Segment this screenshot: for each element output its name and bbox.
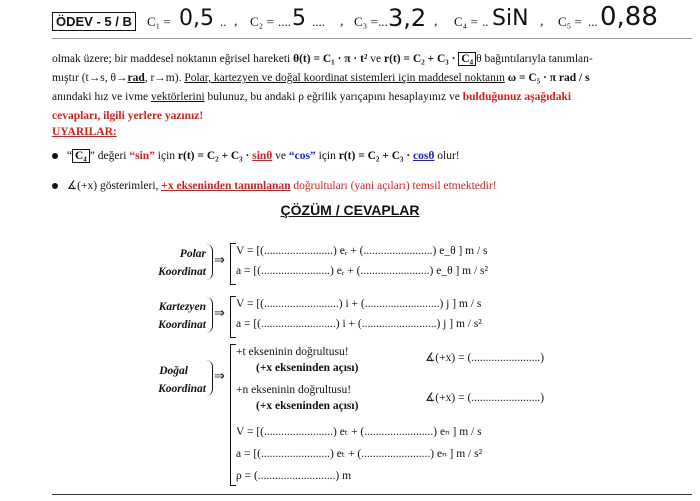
- dogal-acceleration[interactable]: a = [(........................) eₜ + (........................) eₙ ] m / s²: [236, 448, 483, 460]
- c5-label: C₅ =: [558, 14, 582, 29]
- sep-4: ,: [540, 14, 544, 29]
- polar-arrow: ⇒: [214, 252, 225, 267]
- dogal-bracket: [230, 344, 236, 486]
- polar-velocity[interactable]: V = [(........................) eᵣ + (........................) e_θ ] m / s: [236, 245, 488, 257]
- c5-dots: ...: [588, 14, 598, 29]
- curvature-radius[interactable]: ρ = (...........................) m: [236, 470, 352, 482]
- c2-dots: ....: [278, 14, 291, 29]
- kartezyen-velocity[interactable]: V = [(..........................) i + (..........................) j ] m / s: [236, 298, 482, 310]
- header-row: [52, 2, 692, 38]
- c3-dots: ...: [378, 14, 388, 29]
- dogal-label: Doğal Koordinat: [158, 365, 206, 395]
- n-axis-angle: (+x ekseninden açısı): [256, 400, 359, 412]
- polar-acceleration[interactable]: a = [(........................) eᵣ + (........................) e_θ ] m / s²: [236, 265, 488, 277]
- warnings-title: UYARILAR:: [52, 126, 117, 138]
- n-axis-angle-field[interactable]: ∡(+x) = (........................): [425, 392, 545, 404]
- c2-dots-after: ....: [312, 14, 325, 29]
- sep-1: ,: [234, 14, 238, 29]
- paragraph-line-4: cevapları, ilgili yerlere yazınız!: [52, 110, 204, 122]
- paragraph-line-2: mıştır (t→s, θ→rad, r→m). Polar, kartezyen ve doğal koordinat sistemleri için maddesel noktanın ω = C₅ · π rad / s: [52, 72, 590, 84]
- c1-value[interactable]: 0,5: [179, 6, 214, 31]
- bullet-icon: [52, 183, 58, 189]
- c2-label: C₂ =: [250, 14, 274, 29]
- assignment-label: ÖDEV - 5 / B: [52, 12, 136, 31]
- t-axis-angle: (+x ekseninden açısı): [256, 362, 359, 374]
- t-axis-angle-field[interactable]: ∡(+x) = (........................): [425, 352, 545, 364]
- n-axis-direction: +n ekseninin doğrultusu!: [236, 384, 352, 396]
- c4-value[interactable]: SiN: [492, 6, 529, 31]
- dogal-arrow: ⇒: [214, 368, 225, 383]
- c4-box: C₄: [458, 52, 476, 66]
- c3-value[interactable]: 3,2: [388, 4, 427, 32]
- c4-dots: ..: [482, 14, 489, 29]
- bottom-rule: [52, 494, 692, 495]
- kartezyen-brace: [206, 297, 213, 333]
- c5-value[interactable]: 0,88: [600, 2, 658, 32]
- c3-label: C₃ =: [354, 14, 378, 29]
- solution-title: ÇÖZÜM / CEVAPLAR: [280, 202, 420, 218]
- sep-2: ,: [340, 14, 344, 29]
- dogal-velocity[interactable]: V = [(........................) eₜ + (........................) eₙ ] m / s: [236, 426, 482, 438]
- c1-label: C₁ =: [147, 14, 171, 29]
- sep-3: ,: [434, 14, 438, 29]
- paragraph-line-1: olmak üzere; bir maddesel noktanın eğrisel hareketi θ(t) = C₁ · π · t² ve r(t) = C₂ + C₃ · C₄ θ bağıntılarıyla tanımlan-: [52, 53, 593, 65]
- paragraph-line-3: anındaki hız ve ivme vektörlerini bulunuz, bu andaki ρ eğrilik yarıçapını hesaplayınız ve bulduğunuz aşağıdaki: [52, 91, 572, 103]
- t-axis-direction: +t ekseninin doğrultusu!: [236, 346, 349, 358]
- c2-value[interactable]: 5: [292, 6, 306, 31]
- c1-dots: ..: [220, 14, 227, 29]
- dogal-brace: [206, 360, 213, 396]
- paragraph: [52, 50, 692, 126]
- bullet-icon: [52, 153, 58, 159]
- polar-brace: [206, 244, 213, 280]
- polar-label: Polar Koordinat: [158, 248, 206, 278]
- header-rule: [52, 38, 692, 39]
- kartezyen-label: Kartezyen Koordinat: [158, 301, 206, 331]
- warning-bullet-2: ∡(+x) gösterimleri, +x ekseninden tanımlanan doğrultuları (yani açıları) temsil etmektedir!: [52, 178, 497, 192]
- c4-label: C₄ =: [454, 14, 478, 29]
- warning-bullet-1: “ C₄ ” değeri “sin” için r(t) = C₂ + C₃ · sinθ ve “cos” için r(t) = C₂ + C₃ · cosθ olur!: [52, 150, 460, 162]
- kartezyen-arrow: ⇒: [214, 305, 225, 320]
- kartezyen-acceleration[interactable]: a = [(..........................) i + (..........................) j ] m / s²: [236, 318, 482, 330]
